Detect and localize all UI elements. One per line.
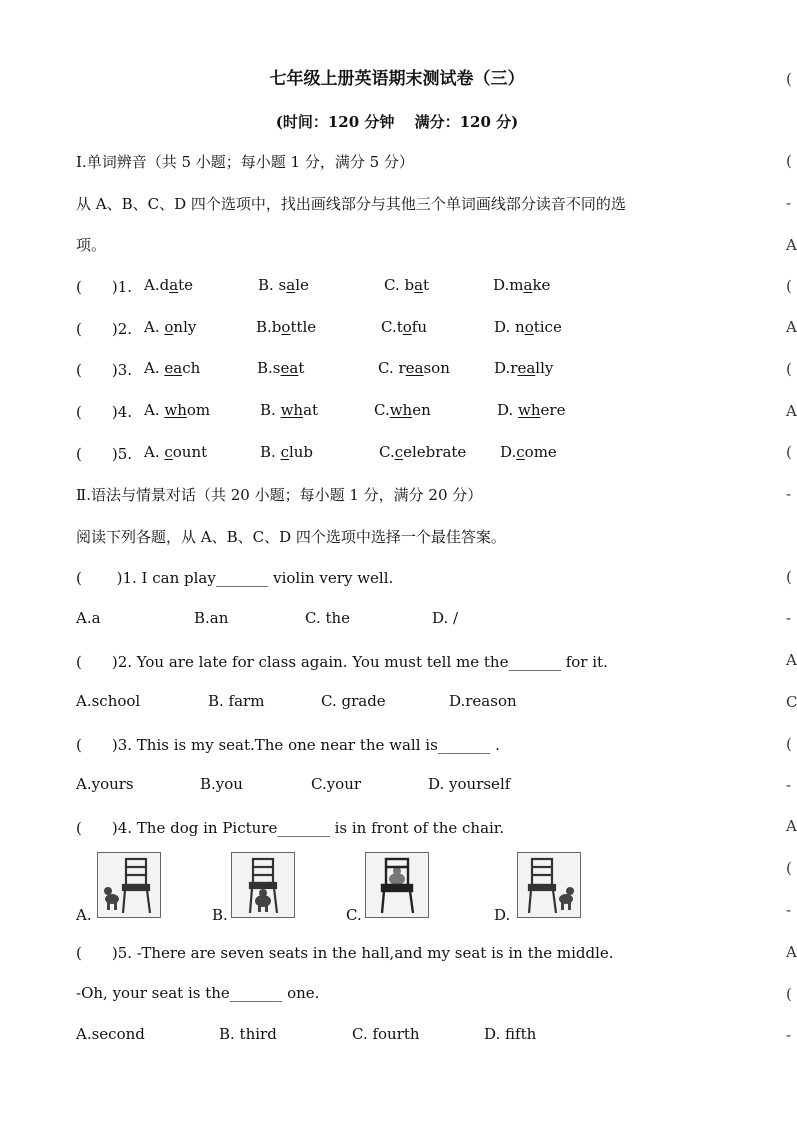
option-d: D. yourself xyxy=(428,775,511,793)
option-c: C.your xyxy=(311,775,362,793)
question-stem: ( )5. -There are seven seats in the hall,and my seat is in the middle. xyxy=(76,944,614,962)
edge-fragment: - xyxy=(786,901,792,919)
option-a xyxy=(144,443,207,461)
edge-fragment: A xyxy=(786,236,797,254)
option-text: C. xyxy=(374,401,390,419)
option-b: B. third xyxy=(219,1025,277,1043)
option-d xyxy=(497,401,565,419)
option-a: A.second xyxy=(76,1025,145,1043)
option-b xyxy=(260,443,313,461)
dog-icon xyxy=(389,867,405,885)
underlined-letters: ea xyxy=(280,359,299,377)
option-text: lub xyxy=(288,443,314,461)
option-text: at xyxy=(303,401,319,419)
option-c: C. xyxy=(346,906,362,924)
edge-fragment: ( xyxy=(786,443,792,461)
section1-instruction: 从 A、B、C、D 四个选项中，找出画线部分与其他三个单词画线部分读音不同的选 xyxy=(76,195,626,213)
option-text: le xyxy=(295,276,309,294)
question-stem: ( )2. You are late for class again. You must tell me the_______ for it. xyxy=(76,653,608,671)
underlined-letters: a xyxy=(286,276,296,294)
option-text: en xyxy=(412,401,431,419)
question-number: ( )1. xyxy=(76,278,133,296)
underlined-letters: ea xyxy=(405,359,424,377)
option-c: C. the xyxy=(305,609,351,627)
picture-d-dog-beside-chair xyxy=(517,852,581,918)
option-text: A. xyxy=(144,401,165,419)
dog-icon xyxy=(559,887,574,910)
option-c xyxy=(374,401,431,419)
option-c xyxy=(379,443,466,461)
option-text: ttle xyxy=(290,318,317,336)
underlined-letters: c xyxy=(280,443,289,461)
underlined-letters: o xyxy=(281,318,291,336)
option-text: B. xyxy=(260,401,281,419)
edge-fragment: ( xyxy=(786,985,792,1003)
underlined-letters: a xyxy=(169,276,179,294)
underlined-letters: o xyxy=(402,318,412,336)
option-d xyxy=(493,276,550,294)
dog-icon xyxy=(104,887,119,910)
option-text: fu xyxy=(411,318,427,336)
option-text: om xyxy=(186,401,211,419)
underlined-letters: wh xyxy=(518,401,541,419)
option-text: D. xyxy=(497,401,519,419)
option-text: nly xyxy=(173,318,197,336)
option-text: ch xyxy=(182,359,201,377)
option-d: D.reason xyxy=(449,692,517,710)
edge-fragment: ( xyxy=(786,859,792,877)
dog-icon xyxy=(255,889,271,912)
option-text: ke xyxy=(532,276,551,294)
edge-fragment: - xyxy=(786,1026,792,1044)
option-text: son xyxy=(423,359,450,377)
option-text: D.r xyxy=(494,359,518,377)
section1-heading: Ⅰ.单词辨音（共 5 小题；每小题 1 分，满分 5 分） xyxy=(76,153,414,171)
option-d: D. fifth xyxy=(484,1025,537,1043)
underlined-letters: o xyxy=(524,318,534,336)
option-a xyxy=(144,359,200,377)
option-text: B.b xyxy=(256,318,282,336)
question-number: ( )2. xyxy=(76,320,133,338)
question-number: ( )4. xyxy=(76,403,133,421)
option-text: C. b xyxy=(384,276,415,294)
option-d xyxy=(494,318,562,336)
option-text: A. xyxy=(144,359,165,377)
question-number: ( )5. xyxy=(76,445,133,463)
option-text: C. xyxy=(379,443,395,461)
option-text: C.t xyxy=(381,318,403,336)
chair-icon xyxy=(529,859,556,913)
underlined-letters: a xyxy=(523,276,533,294)
picture-c-dog-behind-chair xyxy=(365,852,429,918)
option-text: B. s xyxy=(258,276,287,294)
edge-fragment: A xyxy=(786,817,797,835)
option-b xyxy=(260,401,318,419)
option-text: ount xyxy=(172,443,208,461)
option-c xyxy=(378,359,450,377)
question-number: ( )3. xyxy=(76,361,133,379)
underlined-letters: o xyxy=(164,318,174,336)
underlined-letters: c xyxy=(164,443,173,461)
option-text: D. xyxy=(500,443,517,461)
question-stem: ( )1. I can play_______ violin very well. xyxy=(76,569,394,587)
option-c: C. grade xyxy=(321,692,386,710)
option-text: t xyxy=(423,276,430,294)
edge-fragment: - xyxy=(786,609,792,627)
option-b: B. xyxy=(212,906,228,924)
option-a: A.a xyxy=(76,609,101,627)
question-stem-cont: -Oh, your seat is the_______ one. xyxy=(76,984,320,1002)
edge-fragment: A xyxy=(786,402,797,420)
edge-fragment: C xyxy=(786,693,797,711)
option-a: A.school xyxy=(76,692,141,710)
option-text: B. xyxy=(260,443,281,461)
option-text: tice xyxy=(533,318,562,336)
option-text: D.m xyxy=(493,276,524,294)
edge-fragment: - xyxy=(786,194,792,212)
chair-icon xyxy=(382,859,413,913)
option-d: D. xyxy=(494,906,511,924)
edge-fragment: ( xyxy=(786,70,792,88)
option-text: A. xyxy=(144,443,165,461)
edge-fragment: ( xyxy=(786,568,792,586)
picture-b-dog-under-chair xyxy=(231,852,295,918)
edge-fragment: ( xyxy=(786,277,792,295)
option-text: lly xyxy=(535,359,554,377)
question-stem: ( )3. This is my seat.The one near the wall is_______ . xyxy=(76,736,500,754)
option-d: D. / xyxy=(432,609,459,627)
underlined-letters: wh xyxy=(389,401,413,419)
option-b xyxy=(258,276,309,294)
option-d xyxy=(500,443,557,461)
section2-heading: Ⅱ.语法与情景对话（共 20 小题；每小题 1 分，满分 20 分） xyxy=(76,486,483,504)
option-b: B.an xyxy=(194,609,229,627)
option-b xyxy=(256,318,316,336)
edge-fragment: ( xyxy=(786,735,792,753)
edge-fragment: ( xyxy=(786,152,792,170)
edge-fragment: ( xyxy=(786,360,792,378)
option-d xyxy=(494,359,553,377)
section1-instruction-cont: 项。 xyxy=(76,236,107,254)
option-a xyxy=(144,276,193,294)
option-c xyxy=(381,318,427,336)
section2-instruction: 阅读下列各题，从 A、B、C、D 四个选项中选择一个最佳答案。 xyxy=(76,528,506,546)
underlined-letters: wh xyxy=(280,401,304,419)
option-b: B. farm xyxy=(208,692,265,710)
option-text: te xyxy=(178,276,194,294)
option-text: ere xyxy=(540,401,566,419)
option-text: ome xyxy=(524,443,557,461)
option-text: A.d xyxy=(144,276,170,294)
underlined-letters: c xyxy=(394,443,404,461)
underlined-letters: ea xyxy=(164,359,183,377)
edge-fragment: A xyxy=(786,651,797,669)
option-c xyxy=(384,276,429,294)
underlined-letters: a xyxy=(414,276,424,294)
option-a xyxy=(144,318,196,336)
option-text: B.s xyxy=(257,359,281,377)
option-a xyxy=(144,401,210,419)
option-a: A.yours xyxy=(76,775,134,793)
edge-fragment: A xyxy=(786,318,797,336)
option-text: elebrate xyxy=(403,443,467,461)
option-b xyxy=(257,359,304,377)
chair-icon xyxy=(123,859,150,913)
option-b: B.you xyxy=(200,775,243,793)
underlined-letters: wh xyxy=(164,401,187,419)
option-text: D. n xyxy=(494,318,525,336)
underlined-letters: c xyxy=(516,443,525,461)
question-stem: ( )4. The dog in Picture_______ is in front of the chair. xyxy=(76,819,505,837)
exam-info: (时间：120 分钟 满分：120 分) xyxy=(275,113,519,131)
picture-a-dog-beside-chair xyxy=(97,852,161,918)
option-c: C. fourth xyxy=(352,1025,420,1043)
option-a: A. xyxy=(76,906,92,924)
option-text: C. r xyxy=(378,359,406,377)
edge-fragment: A xyxy=(786,943,797,961)
option-text: t xyxy=(298,359,305,377)
edge-fragment: - xyxy=(786,776,792,794)
edge-fragment: - xyxy=(786,485,792,503)
page-title: 七年级上册英语期末测试卷（三） xyxy=(269,69,525,89)
option-text: A. xyxy=(144,318,165,336)
underlined-letters: ea xyxy=(517,359,536,377)
